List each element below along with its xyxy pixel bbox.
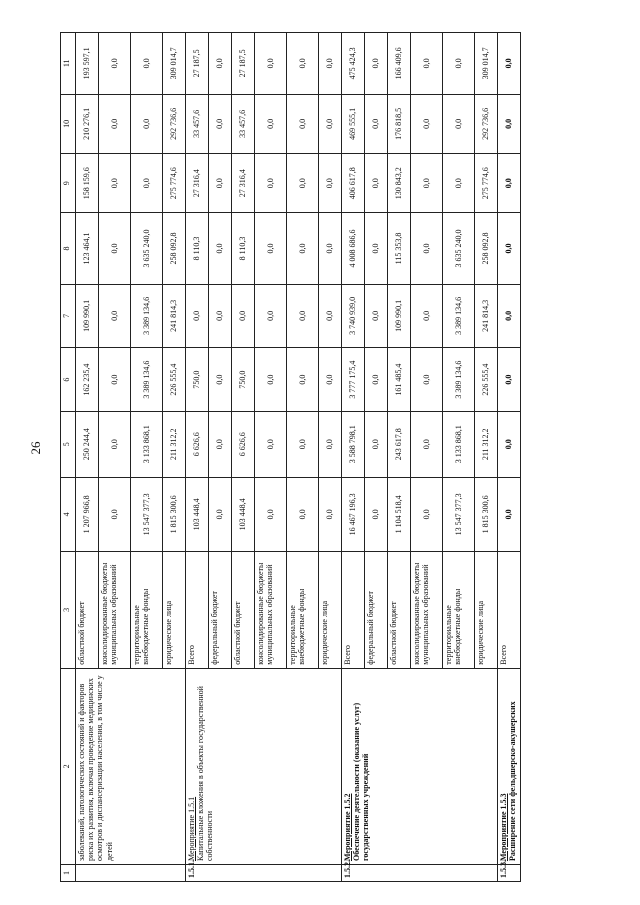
amount-cell: 3 635 240,0 — [443, 213, 475, 284]
amount-cell: 211 312,2 — [475, 411, 498, 477]
amount-cell: 0,0 — [209, 33, 232, 95]
amount-cell: 250 244,4 — [76, 411, 99, 477]
activity-code: 1.5.1. — [186, 865, 342, 882]
amount-cell: 3 777 175,4 — [342, 348, 365, 412]
funding-source: юридические лица — [475, 551, 498, 668]
amount-cell: 0,0 — [287, 154, 319, 213]
amount-cell: 6 626,6 — [232, 411, 255, 477]
amount-cell: 0,0 — [319, 411, 342, 477]
amount-cell: 750,0 — [186, 348, 209, 412]
amount-cell: 0,0 — [365, 348, 388, 412]
amount-cell: 0,0 — [443, 94, 475, 153]
activity-name-line: заболеваний, патологических состояний и факторов риска их развития, включая проведение медицинских осмотров и диспансеризации населения, в том числе у детей — [77, 675, 114, 862]
amount-cell: 0,0 — [255, 33, 287, 95]
table-row — [186, 33, 209, 882]
amount-cell: 292 736,6 — [475, 94, 498, 153]
amount-cell: 16 467 196,3 — [342, 477, 365, 551]
activity-name-line: Капитальные вложения в объекты государственной собственности — [196, 686, 215, 862]
amount-cell: 27 316,4 — [186, 154, 209, 213]
amount-cell: 0,0 — [411, 348, 443, 412]
amount-cell: 0,0 — [255, 154, 287, 213]
amount-cell: 33 457,6 — [232, 94, 255, 153]
table-row — [342, 33, 365, 882]
amount-cell: 0,0 — [365, 411, 388, 477]
amount-cell: 258 092,8 — [163, 213, 186, 284]
amount-cell: 0,0 — [498, 411, 521, 477]
column-number: 4 — [61, 477, 76, 551]
amount-cell: 1 815 300,6 — [163, 477, 186, 551]
amount-cell: 0,0 — [365, 154, 388, 213]
amount-cell: 469 555,1 — [342, 94, 365, 153]
amount-cell: 0,0 — [287, 477, 319, 551]
funding-source: Всего — [342, 551, 365, 668]
activity-name — [342, 668, 498, 864]
column-number-row — [61, 33, 76, 882]
table-row — [76, 33, 99, 882]
amount-cell: 27 187,5 — [186, 33, 209, 95]
amount-cell: 0,0 — [287, 284, 319, 348]
column-number: 1 — [61, 865, 76, 882]
amount-cell: 0,0 — [99, 284, 131, 348]
amount-cell: 0,0 — [365, 33, 388, 95]
amount-cell: 0,0 — [411, 213, 443, 284]
column-number: 8 — [61, 213, 76, 284]
amount-cell: 0,0 — [209, 411, 232, 477]
funding-source: федеральный бюджет — [209, 551, 232, 668]
budget-table — [60, 32, 521, 882]
amount-cell: 1 104 518,4 — [388, 477, 411, 551]
amount-cell: 0,0 — [498, 477, 521, 551]
activity-code — [76, 865, 186, 882]
amount-cell: 115 353,8 — [388, 213, 411, 284]
amount-cell: 103 448,4 — [186, 477, 209, 551]
amount-cell: 0,0 — [411, 477, 443, 551]
amount-cell: 13 547 377,3 — [443, 477, 475, 551]
amount-cell: 0,0 — [209, 284, 232, 348]
amount-cell: 1 207 966,8 — [76, 477, 99, 551]
amount-cell: 0,0 — [443, 33, 475, 95]
amount-cell: 0,0 — [319, 33, 342, 95]
amount-cell: 158 159,6 — [76, 154, 99, 213]
column-number: 6 — [61, 348, 76, 412]
amount-cell: 226 555,4 — [163, 348, 186, 412]
amount-cell: 0,0 — [319, 154, 342, 213]
column-number: 2 — [61, 668, 76, 864]
activity-name-line: Расширение сети фельдшерско-акушерских — [508, 701, 518, 862]
amount-cell: 0,0 — [131, 94, 163, 153]
amount-cell: 0,0 — [411, 154, 443, 213]
amount-cell: 0,0 — [255, 213, 287, 284]
amount-cell: 0,0 — [131, 33, 163, 95]
amount-cell: 0,0 — [287, 33, 319, 95]
amount-cell: 3 133 868,1 — [443, 411, 475, 477]
amount-cell: 0,0 — [99, 154, 131, 213]
amount-cell: 243 617,8 — [388, 411, 411, 477]
amount-cell: 33 457,6 — [186, 94, 209, 153]
amount-cell: 0,0 — [411, 94, 443, 153]
funding-source: территориальные внебюджетные фонды — [131, 551, 163, 668]
amount-cell: 258 092,8 — [475, 213, 498, 284]
amount-cell: 3 389 134,6 — [131, 348, 163, 412]
amount-cell: 211 312,2 — [163, 411, 186, 477]
amount-cell: 0,0 — [498, 154, 521, 213]
amount-cell: 8 110,3 — [186, 213, 209, 284]
table-row — [498, 33, 521, 882]
amount-cell: 103 448,4 — [232, 477, 255, 551]
activity-name — [498, 668, 521, 864]
funding-source: областной бюджет — [232, 551, 255, 668]
amount-cell: 0,0 — [365, 94, 388, 153]
amount-cell: 309 014,7 — [163, 33, 186, 95]
funding-source: территориальные внебюджетные фонды — [443, 551, 475, 668]
column-number: 5 — [61, 411, 76, 477]
funding-source: Всего — [498, 551, 521, 668]
amount-cell: 4 008 686,6 — [342, 213, 365, 284]
funding-source: областной бюджет — [388, 551, 411, 668]
amount-cell: 0,0 — [232, 284, 255, 348]
amount-cell: 0,0 — [443, 154, 475, 213]
amount-cell: 406 617,8 — [342, 154, 365, 213]
amount-cell: 0,0 — [209, 348, 232, 412]
amount-cell: 0,0 — [209, 477, 232, 551]
amount-cell: 0,0 — [411, 33, 443, 95]
amount-cell: 109 990,1 — [388, 284, 411, 348]
activity-name — [76, 668, 186, 864]
amount-cell: 0,0 — [365, 284, 388, 348]
amount-cell: 0,0 — [319, 284, 342, 348]
amount-cell: 162 235,4 — [76, 348, 99, 412]
amount-cell: 3 588 798,1 — [342, 411, 365, 477]
activity-name-line: Мероприятие 1.5.1 — [187, 796, 196, 862]
amount-cell: 0,0 — [319, 94, 342, 153]
amount-cell: 6 626,6 — [186, 411, 209, 477]
amount-cell: 0,0 — [498, 33, 521, 95]
amount-cell: 0,0 — [255, 477, 287, 551]
amount-cell: 0,0 — [319, 477, 342, 551]
amount-cell: 309 014,7 — [475, 33, 498, 95]
amount-cell: 0,0 — [287, 411, 319, 477]
amount-cell: 275 774,6 — [475, 154, 498, 213]
amount-cell: 750,0 — [232, 348, 255, 412]
amount-cell: 8 110,3 — [232, 213, 255, 284]
amount-cell: 0,0 — [209, 154, 232, 213]
amount-cell: 0,0 — [255, 348, 287, 412]
amount-cell: 27 316,4 — [232, 154, 255, 213]
page-number: 26 — [28, 441, 43, 455]
amount-cell: 0,0 — [255, 284, 287, 348]
column-number: 7 — [61, 284, 76, 348]
amount-cell: 0,0 — [255, 411, 287, 477]
amount-cell: 292 736,6 — [163, 94, 186, 153]
amount-cell: 0,0 — [287, 94, 319, 153]
amount-cell: 109 990,1 — [76, 284, 99, 348]
funding-source: юридические лица — [163, 551, 186, 668]
amount-cell: 3 389 134,6 — [443, 284, 475, 348]
amount-cell: 3 133 868,1 — [131, 411, 163, 477]
funding-source: Всего — [186, 551, 209, 668]
amount-cell: 0,0 — [99, 94, 131, 153]
amount-cell: 226 555,4 — [475, 348, 498, 412]
amount-cell: 0,0 — [209, 213, 232, 284]
amount-cell: 0,0 — [498, 284, 521, 348]
funding-source: областной бюджет — [76, 551, 99, 668]
funding-source: федеральный бюджет — [365, 551, 388, 668]
activity-name — [186, 668, 342, 864]
amount-cell: 241 814,3 — [475, 284, 498, 348]
funding-source: консолидированные бюджеты муниципальных образований — [411, 551, 443, 668]
amount-cell: 0,0 — [498, 213, 521, 284]
amount-cell: 193 597,1 — [76, 33, 99, 95]
amount-cell: 0,0 — [365, 213, 388, 284]
amount-cell: 241 814,3 — [163, 284, 186, 348]
amount-cell: 0,0 — [498, 94, 521, 153]
amount-cell: 0,0 — [131, 154, 163, 213]
column-number: 9 — [61, 154, 76, 213]
amount-cell: 210 276,1 — [76, 94, 99, 153]
amount-cell: 166 409,6 — [388, 33, 411, 95]
amount-cell: 0,0 — [99, 411, 131, 477]
amount-cell: 0,0 — [99, 213, 131, 284]
activity-name-line: Мероприятие 1.5.3 — [499, 793, 508, 862]
amount-cell: 0,0 — [99, 348, 131, 412]
column-number: 10 — [61, 94, 76, 153]
amount-cell: 176 818,5 — [388, 94, 411, 153]
amount-cell: 0,0 — [255, 94, 287, 153]
amount-cell: 3 740 939,0 — [342, 284, 365, 348]
amount-cell: 3 389 134,6 — [443, 348, 475, 412]
amount-cell: 0,0 — [411, 284, 443, 348]
amount-cell: 275 774,6 — [163, 154, 186, 213]
rotated-page — [60, 32, 595, 882]
amount-cell: 0,0 — [498, 348, 521, 412]
amount-cell: 0,0 — [319, 348, 342, 412]
activity-code: 1.5.3. — [498, 865, 521, 882]
amount-cell: 0,0 — [287, 213, 319, 284]
amount-cell: 0,0 — [99, 33, 131, 95]
activity-code: 1.5.2. — [342, 865, 498, 882]
column-number: 11 — [61, 33, 76, 95]
amount-cell: 161 485,4 — [388, 348, 411, 412]
amount-cell: 3 389 134,6 — [131, 284, 163, 348]
amount-cell: 3 635 240,0 — [131, 213, 163, 284]
amount-cell: 13 547 377,3 — [131, 477, 163, 551]
funding-source: территориальные внебюджетные фонды — [287, 551, 319, 668]
column-number: 3 — [61, 551, 76, 668]
amount-cell: 0,0 — [99, 477, 131, 551]
amount-cell: 1 815 300,6 — [475, 477, 498, 551]
funding-source: консолидированные бюджеты муниципальных образований — [255, 551, 287, 668]
funding-source: консолидированные бюджеты муниципальных образований — [99, 551, 131, 668]
funding-source: юридические лица — [319, 551, 342, 668]
amount-cell: 0,0 — [209, 94, 232, 153]
activity-name-line: Обеспечение деятельности (оказание услуг) государственных учреждений — [352, 702, 371, 862]
amount-cell: 0,0 — [365, 477, 388, 551]
amount-cell: 123 464,1 — [76, 213, 99, 284]
amount-cell: 0,0 — [186, 284, 209, 348]
amount-cell: 0,0 — [319, 213, 342, 284]
amount-cell: 475 424,3 — [342, 33, 365, 95]
amount-cell: 0,0 — [411, 411, 443, 477]
amount-cell: 130 843,2 — [388, 154, 411, 213]
amount-cell: 27 187,5 — [232, 33, 255, 95]
amount-cell: 0,0 — [287, 348, 319, 412]
activity-name-line: Мероприятие 1.5.2 — [343, 793, 352, 862]
